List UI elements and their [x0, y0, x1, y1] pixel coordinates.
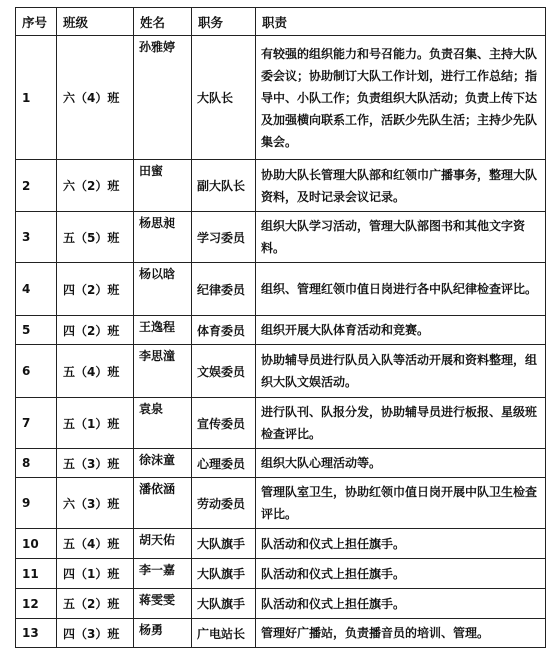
cell-class: 六（3）班 [57, 478, 134, 529]
cell-class: 四（2）班 [57, 316, 134, 345]
cell-class: 五（5）班 [57, 212, 134, 263]
cell-no: 3 [16, 212, 57, 263]
cell-duty: 队活动和仪式上担任旗手。 [256, 589, 546, 619]
cell-duty: 组织大队心理活动等。 [256, 449, 546, 478]
cell-role: 学习委员 [192, 212, 256, 263]
cell-name: 李一嘉 [134, 559, 192, 589]
cell-class: 六（2）班 [57, 160, 134, 212]
cell-duty: 组织开展大队体育活动和竞赛。 [256, 316, 546, 345]
cell-class: 四（2）班 [57, 263, 134, 316]
cell-class: 四（1）班 [57, 559, 134, 589]
cell-no: 7 [16, 398, 57, 449]
cell-role: 大队旗手 [192, 529, 256, 559]
cell-role: 广电站长 [192, 619, 256, 648]
table-row [16, 212, 546, 263]
cell-duty: 协助大队长管理大队部和红领巾广播事务，整理大队资料，及时记录会议记录。 [256, 160, 546, 212]
cell-no: 1 [16, 36, 57, 160]
cell-class: 六（4）班 [57, 36, 134, 160]
table-row [16, 398, 546, 449]
cell-duty: 进行队刊、队报分发，协助辅导员进行板报、星级班检查评比。 [256, 398, 546, 449]
header-class: 班级 [57, 8, 134, 36]
cell-name: 田蜜 [134, 160, 192, 212]
header-no: 序号 [16, 8, 57, 36]
cell-name: 徐沫童 [134, 449, 192, 478]
cell-class: 四（3）班 [57, 619, 134, 648]
cell-role: 副大队长 [192, 160, 256, 212]
table-row [16, 559, 546, 589]
cell-no: 2 [16, 160, 57, 212]
cell-duty: 队活动和仪式上担任旗手。 [256, 529, 546, 559]
cell-duty: 管理好广播站，负责播音员的培训、管理。 [256, 619, 546, 648]
table-row [16, 316, 546, 345]
table-row [16, 589, 546, 619]
table-row [16, 449, 546, 478]
cell-name: 袁泉 [134, 398, 192, 449]
cell-role: 文娱委员 [192, 345, 256, 398]
cell-role: 大队旗手 [192, 559, 256, 589]
cell-role: 大队旗手 [192, 589, 256, 619]
cell-name: 蒋雯雯 [134, 589, 192, 619]
table-row [16, 36, 546, 160]
cell-no: 5 [16, 316, 57, 345]
cell-no: 12 [16, 589, 57, 619]
cell-role: 大队长 [192, 36, 256, 160]
cell-no: 13 [16, 619, 57, 648]
table-row [16, 263, 546, 316]
cell-name: 杨以晗 [134, 263, 192, 316]
cell-class: 五（3）班 [57, 449, 134, 478]
cell-role: 宣传委员 [192, 398, 256, 449]
table-row [16, 619, 546, 648]
header-name: 姓名 [134, 8, 192, 36]
cell-role: 劳动委员 [192, 478, 256, 529]
cell-name: 胡天佑 [134, 529, 192, 559]
header-duty: 职责 [256, 8, 546, 36]
cell-duty: 队活动和仪式上担任旗手。 [256, 559, 546, 589]
cell-name: 潘依涵 [134, 478, 192, 529]
cell-no: 8 [16, 449, 57, 478]
cell-role: 心理委员 [192, 449, 256, 478]
cell-no: 9 [16, 478, 57, 529]
cell-name: 孙雅婷 [134, 36, 192, 160]
cell-name: 杨思昶 [134, 212, 192, 263]
cell-role: 体育委员 [192, 316, 256, 345]
header-role: 职务 [192, 8, 256, 36]
duty-table [15, 7, 546, 648]
cell-name: 王逸程 [134, 316, 192, 345]
cell-role: 纪律委员 [192, 263, 256, 316]
cell-no: 6 [16, 345, 57, 398]
header-row [16, 8, 546, 36]
cell-class: 五（4）班 [57, 529, 134, 559]
cell-class: 五（4）班 [57, 345, 134, 398]
cell-name: 杨勇 [134, 619, 192, 648]
cell-duty: 组织、管理红领巾值日岗进行各中队纪律检查评比。 [256, 263, 546, 316]
cell-name: 李思潼 [134, 345, 192, 398]
cell-duty: 协助辅导员进行队员入队等活动开展和资料整理，组织大队文娱活动。 [256, 345, 546, 398]
cell-no: 11 [16, 559, 57, 589]
table-row [16, 160, 546, 212]
cell-duty: 组织大队学习活动，管理大队部图书和其他文字资料。 [256, 212, 546, 263]
table-row [16, 478, 546, 529]
cell-no: 10 [16, 529, 57, 559]
cell-class: 五（1）班 [57, 398, 134, 449]
cell-class: 五（2）班 [57, 589, 134, 619]
cell-duty: 有较强的组织能力和号召能力。负责召集、主持大队委会议；协助制订大队工作计划，进行工作总结；指导中、小队工作；负责组织大队活动；负责上传下达及加强横向联系工作，活跃少先队生活；主持少先队集会。 [256, 36, 546, 160]
table-row [16, 345, 546, 398]
table-row [16, 529, 546, 559]
cell-no: 4 [16, 263, 57, 316]
cell-duty: 管理队室卫生，协助红领巾值日岗开展中队卫生检查评比。 [256, 478, 546, 529]
